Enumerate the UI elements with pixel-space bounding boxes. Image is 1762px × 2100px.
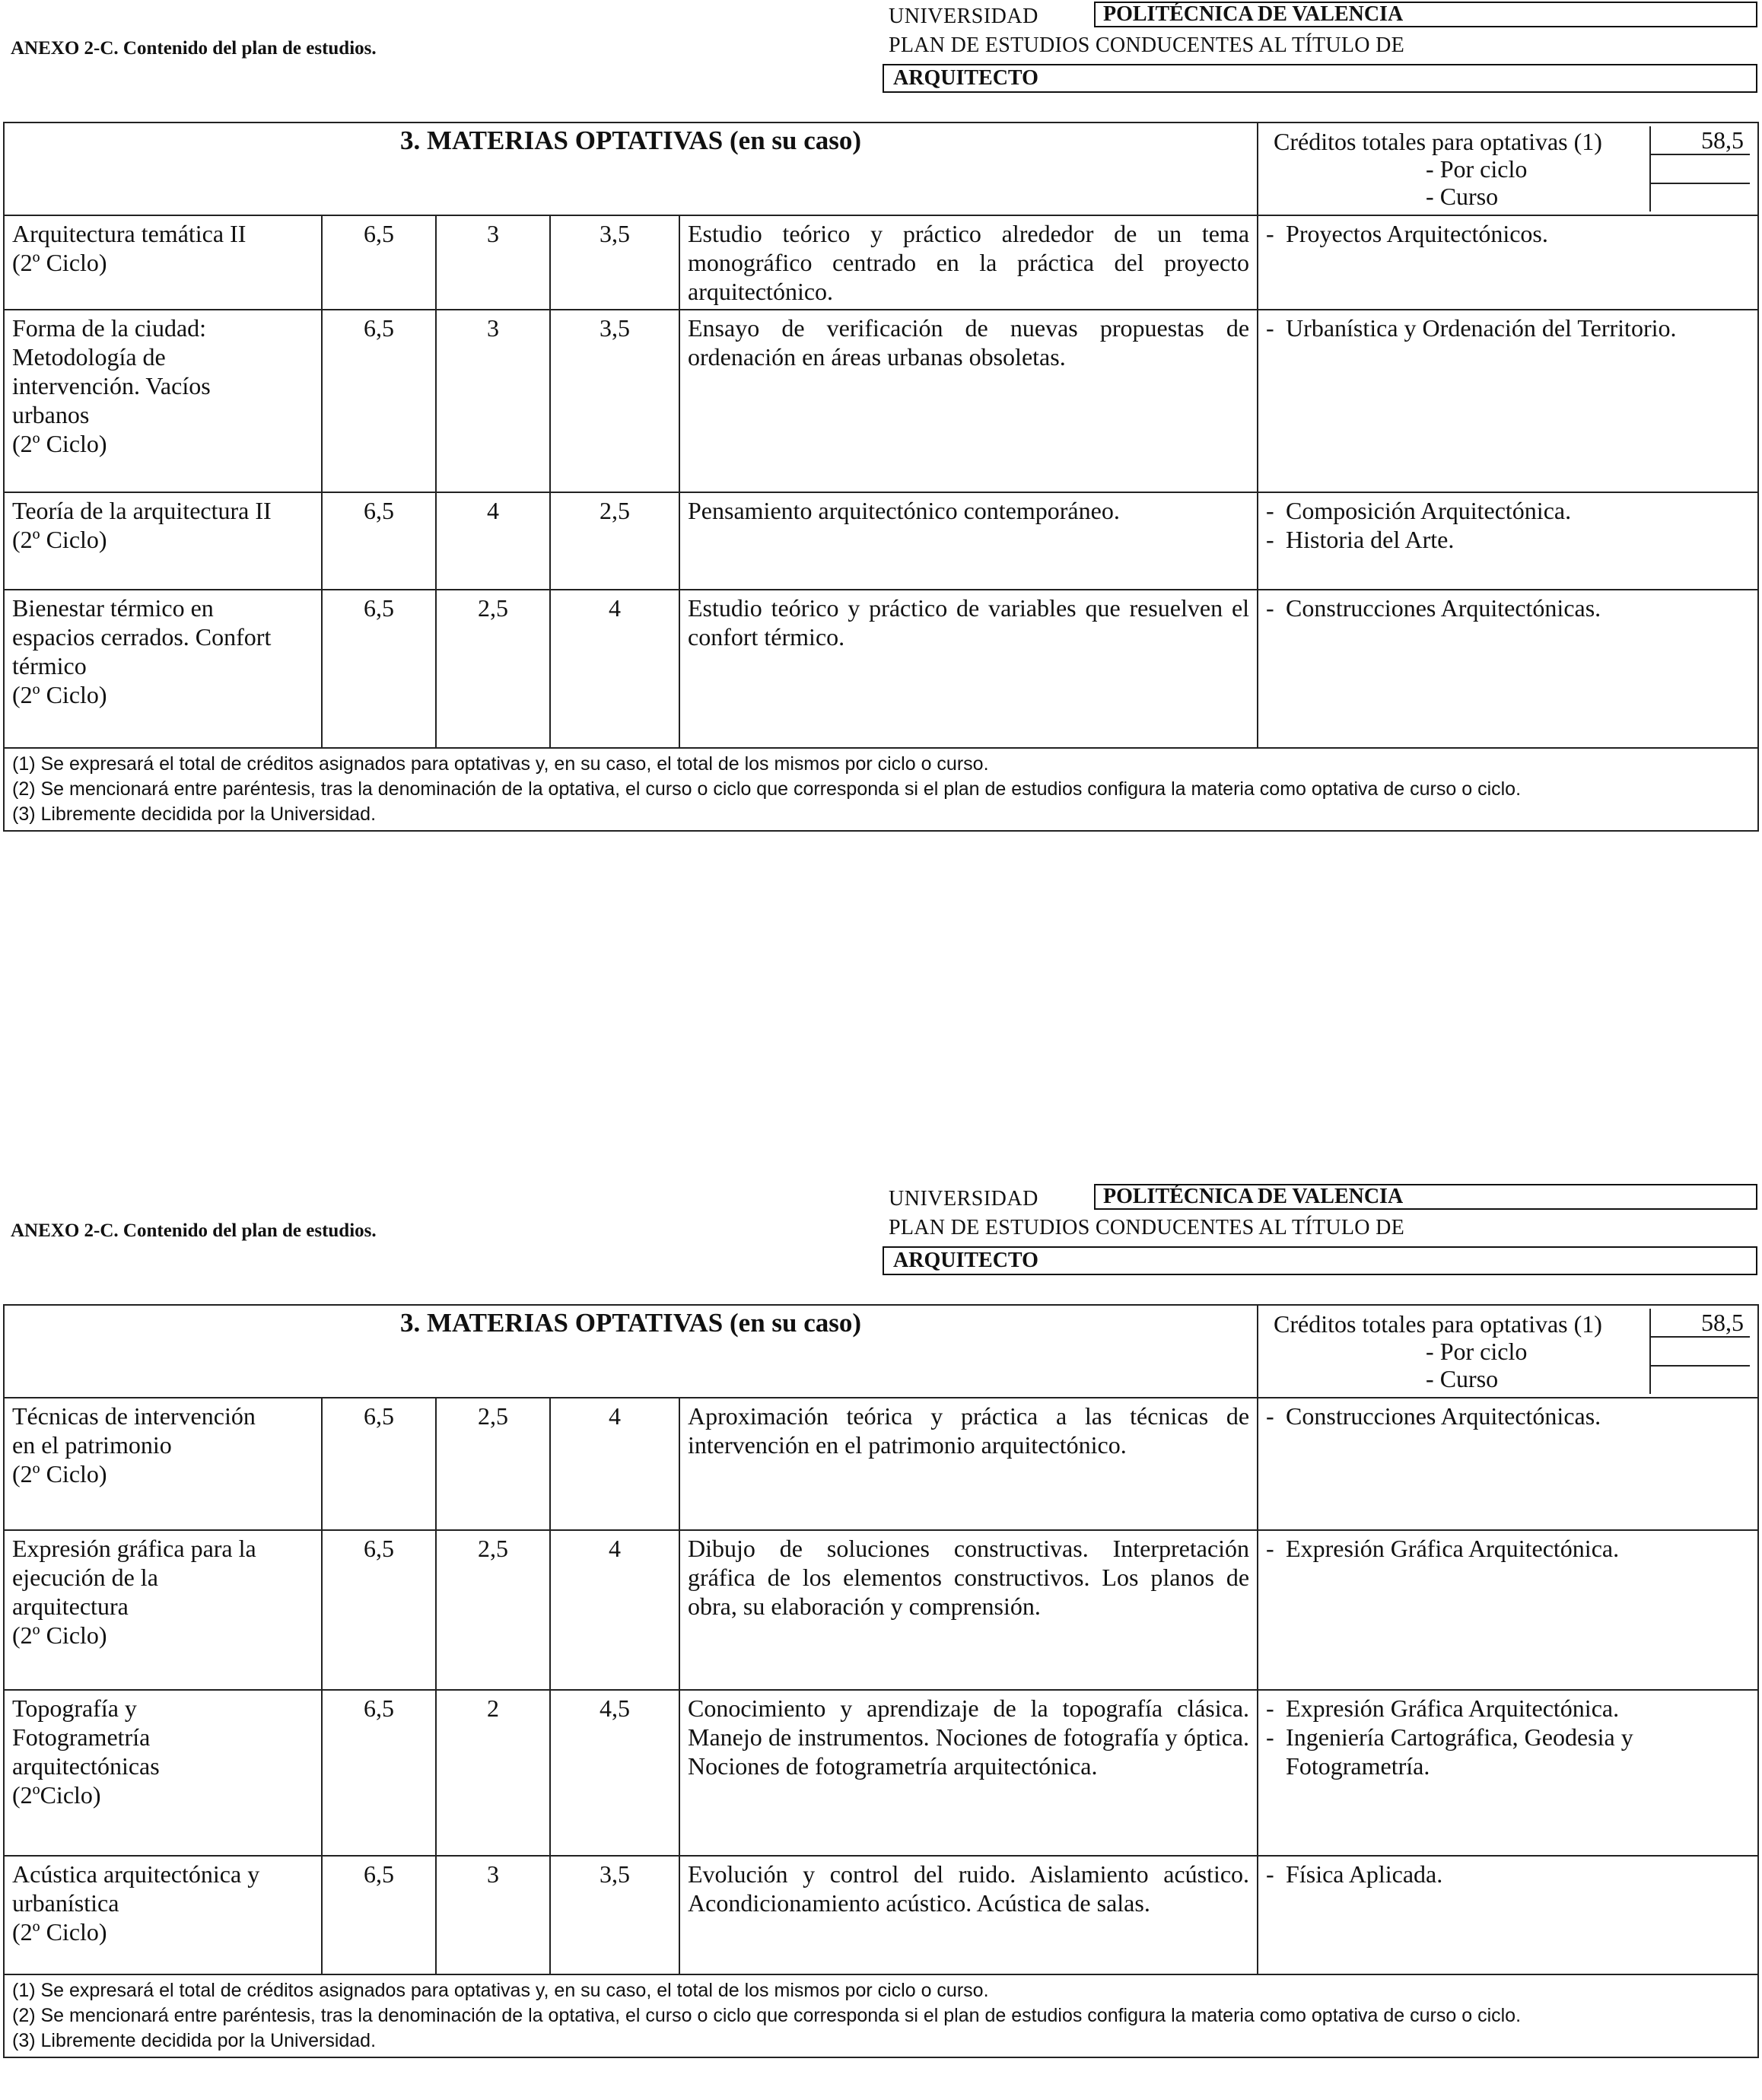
subject-name-line: en el patrimonio <box>12 1431 172 1459</box>
credits-total: 6,5 <box>322 1530 436 1690</box>
knowledge-area-text: Historia del Arte. <box>1286 526 1455 553</box>
subject-name-line: Metodología de <box>12 343 166 371</box>
credits-total: 6,5 <box>322 1856 436 1974</box>
plan-label: PLAN DE ESTUDIOS CONDUCENTES AL TÍTULO DE <box>889 1216 1405 1239</box>
credits-theory: 2,5 <box>436 1530 550 1690</box>
knowledge-areas <box>1258 1530 1758 1690</box>
knowledge-area-item <box>1266 1402 1750 1430</box>
knowledge-areas <box>1258 1856 1758 1974</box>
subject-name-line: Acústica arquitectónica y <box>12 1860 260 1888</box>
knowledge-area-item <box>1266 1860 1750 1888</box>
footnote: (1) Se expresará el total de créditos asignados para optativas y, en su caso, el total de los mismos por ciclo o curso. <box>12 753 989 775</box>
subject-name-line: Teoría de la arquitectura II <box>12 497 272 524</box>
credits-values <box>1649 126 1750 212</box>
credits-total-value: 58,5 <box>1651 126 1750 155</box>
subject-description: Evolución y control del ruido. Aislamiento acústico. Acondicionamiento acústico. Acústica de salas. <box>679 1856 1258 1974</box>
subject-description: Pensamiento arquitectónico contemporáneo. <box>679 492 1258 590</box>
subject-name <box>4 492 322 590</box>
knowledge-area-text: Construcciones Arquitectónicas. <box>1286 1402 1601 1430</box>
bullet-dash: - <box>1266 314 1274 342</box>
credits-total: 6,5 <box>322 492 436 590</box>
footnote: (2) Se mencionará entre paréntesis, tras la denominación de la optativa, el curso o ciclo que corresponda si el plan de estudios configura la materia como optativa de curso o ciclo. <box>12 778 1522 800</box>
credits-theory: 3 <box>436 310 550 492</box>
credits-total-label: Créditos totales para optativas (1) <box>1274 1310 1602 1338</box>
bullet-dash: - <box>1266 1860 1274 1888</box>
credits-total-value: 58,5 <box>1651 1309 1750 1338</box>
table-header-row <box>4 1305 1758 1398</box>
subject-name <box>4 215 322 310</box>
knowledge-areas <box>1258 492 1758 590</box>
credits-box <box>1266 126 1750 212</box>
knowledge-area-text: Expresión Gráfica Arquitectónica. <box>1286 1694 1620 1722</box>
subject-name-line: Fotogrametría <box>12 1723 151 1751</box>
table-row <box>4 590 1758 748</box>
subject-name-line: (2º Ciclo) <box>12 681 107 708</box>
credits-theory: 2,5 <box>436 1398 550 1530</box>
credits-total: 6,5 <box>322 590 436 748</box>
section-title: 3. MATERIAS OPTATIVAS (en su caso) <box>4 1305 1258 1398</box>
annex-title: ANEXO 2-C. Contenido del plan de estudios. <box>11 38 377 59</box>
credits-practice: 2,5 <box>550 492 679 590</box>
credits-total: 6,5 <box>322 1398 436 1530</box>
credits-practice: 4,5 <box>550 1690 679 1856</box>
subject-name-line: (2º Ciclo) <box>12 1460 107 1488</box>
subject-name-line: urbanística <box>12 1889 119 1917</box>
table-row <box>4 1690 1758 1856</box>
bullet-dash: - <box>1266 594 1274 622</box>
knowledge-area-item <box>1266 525 1750 554</box>
credits-total-label: Créditos totales para optativas (1) <box>1274 128 1602 155</box>
knowledge-area-item <box>1266 313 1750 342</box>
bullet-dash: - <box>1266 220 1274 247</box>
subject-name-line: Topografía y <box>12 1694 137 1722</box>
optativas-table <box>3 1304 1759 2058</box>
subject-description: Aproximación teórica y práctica a las técnicas de intervención en el patrimonio arquitectónico. <box>679 1398 1258 1530</box>
knowledge-area-item <box>1266 1534 1750 1563</box>
subject-name <box>4 1398 322 1530</box>
subject-name-line: Expresión gráfica para la <box>12 1535 256 1562</box>
subject-description: Dibujo de soluciones constructivas. Interpretación gráfica de los elementos constructivos. Los planos de obra, su elaboración y comprensión. <box>679 1530 1258 1690</box>
subject-name-line: espacios cerrados. Confort <box>12 623 272 651</box>
subject-name-line: térmico <box>12 652 87 679</box>
por-ciclo-label: - Por ciclo <box>1426 1338 1528 1365</box>
credits-practice: 4 <box>550 590 679 748</box>
knowledge-areas <box>1258 1398 1758 1530</box>
credits-theory: 3 <box>436 1856 550 1974</box>
subject-name-line: intervención. Vacíos <box>12 372 211 399</box>
knowledge-area-item <box>1266 593 1750 622</box>
knowledge-area-text: Composición Arquitectónica. <box>1286 497 1572 524</box>
credits-theory: 3 <box>436 215 550 310</box>
footnote: (1) Se expresará el total de créditos asignados para optativas y, en su caso, el total de los mismos por ciclo o curso. <box>12 1980 989 2001</box>
plan-label: PLAN DE ESTUDIOS CONDUCENTES AL TÍTULO DE <box>889 33 1405 57</box>
por-ciclo-label: - Por ciclo <box>1426 155 1528 183</box>
subject-name <box>4 310 322 492</box>
credits-theory: 2,5 <box>436 590 550 748</box>
subject-name-line: (2º Ciclo) <box>12 526 107 553</box>
degree-title: ARQUITECTO <box>883 64 1757 93</box>
table-row <box>4 492 1758 590</box>
credits-practice: 3,5 <box>550 215 679 310</box>
table-row <box>4 215 1758 310</box>
annex-title: ANEXO 2-C. Contenido del plan de estudios. <box>11 1220 377 1241</box>
subject-name-line: Arquitectura temática II <box>12 220 246 247</box>
subject-name-line: Bienestar térmico en <box>12 594 214 622</box>
subject-description: Ensayo de verificación de nuevas propuestas de ordenación en áreas urbanas obsoletas. <box>679 310 1258 492</box>
table-row <box>4 1530 1758 1690</box>
por-ciclo-value <box>1651 1338 1750 1367</box>
knowledge-areas <box>1258 590 1758 748</box>
credits-total: 6,5 <box>322 1690 436 1856</box>
footnotes <box>4 1974 1758 2057</box>
page-1 <box>0 0 1762 883</box>
credits-practice: 3,5 <box>550 1856 679 1974</box>
optativas-table <box>3 122 1759 832</box>
university-label: UNIVERSIDAD <box>889 5 1038 28</box>
subject-name-line: (2º Ciclo) <box>12 430 107 457</box>
subject-name-line: (2º Ciclo) <box>12 1621 107 1649</box>
degree-title: ARQUITECTO <box>883 1246 1757 1275</box>
table-row <box>4 1856 1758 1974</box>
table-row <box>4 310 1758 492</box>
subject-description: Estudio teórico y práctico de variables que resuelven el confort térmico. <box>679 590 1258 748</box>
bullet-dash: - <box>1266 1402 1274 1430</box>
knowledge-area-text: Proyectos Arquitectónicos. <box>1286 220 1548 247</box>
section-title: 3. MATERIAS OPTATIVAS (en su caso) <box>4 123 1258 215</box>
credits-theory: 4 <box>436 492 550 590</box>
subject-name <box>4 1856 322 1974</box>
knowledge-area-text: Expresión Gráfica Arquitectónica. <box>1286 1535 1620 1562</box>
table-header-row <box>4 123 1758 215</box>
knowledge-area-text: Ingeniería Cartográfica, Geodesia y Fotogrametría. <box>1286 1723 1633 1780</box>
credits-practice: 4 <box>550 1530 679 1690</box>
credits-practice: 3,5 <box>550 310 679 492</box>
credits-labels <box>1266 1309 1649 1394</box>
knowledge-area-text: Construcciones Arquitectónicas. <box>1286 594 1601 622</box>
credits-box <box>1266 1309 1750 1394</box>
curso-value <box>1651 1367 1750 1394</box>
credits-theory: 2 <box>436 1690 550 1856</box>
subject-name-line: (2º Ciclo) <box>12 249 107 276</box>
knowledge-areas <box>1258 215 1758 310</box>
page-2 <box>0 1182 1762 2065</box>
subject-name-line: Forma de la ciudad: <box>12 314 207 342</box>
table-row <box>4 1398 1758 1530</box>
credits-cell <box>1258 1305 1758 1398</box>
footnote: (2) Se mencionará entre paréntesis, tras la denominación de la optativa, el curso o ciclo que corresponda si el plan de estudios configura la materia como optativa de curso o ciclo. <box>12 2005 1522 2026</box>
knowledge-area-text: Física Aplicada. <box>1286 1860 1443 1888</box>
university-label: UNIVERSIDAD <box>889 1187 1038 1211</box>
bullet-dash: - <box>1266 1535 1274 1562</box>
bullet-dash: - <box>1266 1694 1274 1722</box>
knowledge-area-item <box>1266 1694 1750 1723</box>
subject-name-line: (2ºCiclo) <box>12 1781 101 1809</box>
subject-name-line: arquitectónicas <box>12 1752 160 1780</box>
curso-value <box>1651 184 1750 212</box>
footnotes <box>4 748 1758 831</box>
subject-description: Conocimiento y aprendizaje de la topografía clásica. Manejo de instrumentos. Nociones de fotografía y óptica. Nociones de fotogrametría arquitectónica. <box>679 1690 1258 1856</box>
credits-cell <box>1258 123 1758 215</box>
bullet-dash: - <box>1266 526 1274 553</box>
por-ciclo-value <box>1651 155 1750 184</box>
subject-description: Estudio teórico y práctico alrededor de un tema monográfico centrado en la práctica del proyecto arquitectónico. <box>679 215 1258 310</box>
credits-total: 6,5 <box>322 310 436 492</box>
knowledge-area-text: Urbanística y Ordenación del Territorio. <box>1286 314 1677 342</box>
credits-labels <box>1266 126 1649 212</box>
knowledge-area-item <box>1266 219 1750 248</box>
subject-name <box>4 1530 322 1690</box>
subject-name-line: arquitectura <box>12 1592 129 1620</box>
university-name: POLITÉCNICA DE VALENCIA <box>1094 1184 1757 1210</box>
subject-name-line: ejecución de la <box>12 1564 158 1591</box>
bullet-dash: - <box>1266 1723 1274 1751</box>
curso-label: - Curso <box>1426 1365 1499 1392</box>
knowledge-areas <box>1258 1690 1758 1856</box>
notes-row <box>4 1974 1758 2057</box>
subject-name-line: urbanos <box>12 401 90 428</box>
knowledge-area-item <box>1266 1723 1750 1780</box>
credits-total: 6,5 <box>322 215 436 310</box>
knowledge-area-item <box>1266 496 1750 525</box>
subject-name <box>4 590 322 748</box>
knowledge-areas <box>1258 310 1758 492</box>
notes-row <box>4 748 1758 831</box>
university-name: POLITÉCNICA DE VALENCIA <box>1094 2 1757 27</box>
bullet-dash: - <box>1266 497 1274 524</box>
credits-practice: 4 <box>550 1398 679 1530</box>
curso-label: - Curso <box>1426 183 1499 210</box>
footnote: (3) Libremente decidida por la Universidad. <box>12 2030 377 2051</box>
subject-name-line: Técnicas de intervención <box>12 1402 256 1430</box>
subject-name-line: (2º Ciclo) <box>12 1918 107 1946</box>
subject-name <box>4 1690 322 1856</box>
footnote: (3) Libremente decidida por la Universidad. <box>12 803 377 825</box>
credits-values <box>1649 1309 1750 1394</box>
